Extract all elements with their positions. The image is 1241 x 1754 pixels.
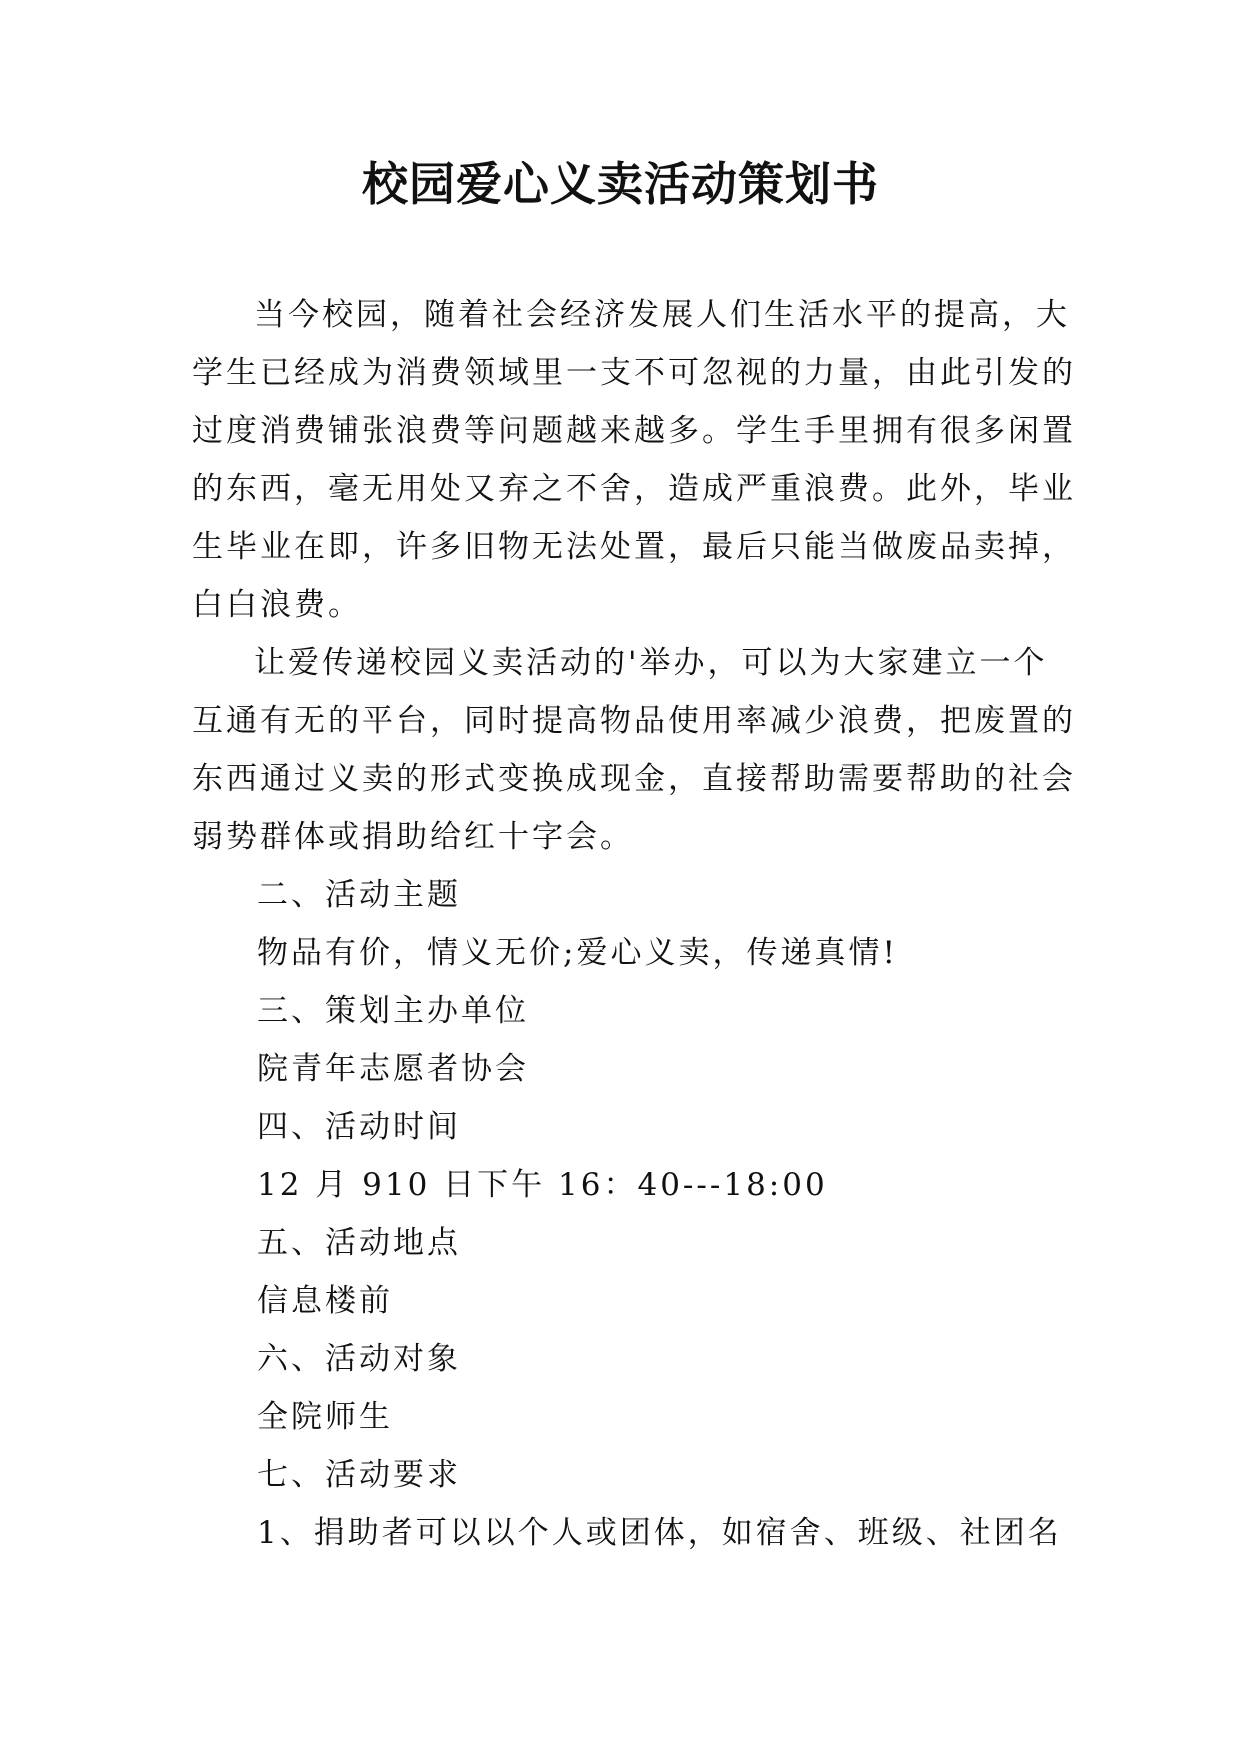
section-text-theme: 物品有价，情义无价;爱心义卖，传递真情! bbox=[257, 935, 898, 971]
text-line: 互通有无的平台，同时提高物品使用率减少浪费，把废置的 bbox=[192, 703, 1076, 739]
requirement-item-1: 1、捐助者可以以个人或团体，如宿舍、班级、社团名 bbox=[257, 1515, 1062, 1551]
section-heading-theme: 二、活动主题 bbox=[257, 877, 461, 913]
text-line: 生毕业在即，许多旧物无法处置，最后只能当做废品卖掉， bbox=[192, 529, 1076, 565]
text-line: 让爱传递校园义卖活动的'举办，可以为大家建立一个 bbox=[254, 645, 1048, 681]
document-body bbox=[192, 286, 1076, 1562]
section-text-audience: 全院师生 bbox=[257, 1399, 393, 1435]
intro-paragraph bbox=[192, 286, 1076, 634]
section-heading-location: 五、活动地点 bbox=[257, 1225, 461, 1261]
section-heading-audience: 六、活动对象 bbox=[257, 1341, 461, 1377]
section-text-time: 12 月 910 日下午 16：40---18:00 bbox=[257, 1167, 828, 1203]
text-line: 的东西，毫无用处又弃之不舍，造成严重浪费。此外，毕业 bbox=[192, 471, 1076, 507]
text-line: 东西通过义卖的形式变换成现金，直接帮助需要帮助的社会 bbox=[192, 761, 1076, 797]
section-heading-organizer: 三、策划主办单位 bbox=[257, 993, 529, 1029]
text-line: 白白浪费。 bbox=[192, 587, 362, 623]
document-title: 校园爱心义卖活动策划书 bbox=[362, 157, 879, 211]
purpose-paragraph bbox=[192, 634, 1076, 866]
section-text-organizer: 院青年志愿者协会 bbox=[257, 1051, 529, 1087]
text-line: 弱势群体或捐助给红十字会。 bbox=[192, 819, 634, 855]
text-line: 当今校园，随着社会经济发展人们生活水平的提高，大 bbox=[254, 297, 1070, 333]
section-heading-requirements: 七、活动要求 bbox=[257, 1457, 461, 1493]
section-heading-time: 四、活动时间 bbox=[257, 1109, 461, 1145]
text-line: 学生已经成为消费领域里一支不可忽视的力量，由此引发的 bbox=[192, 355, 1076, 391]
section-text-location: 信息楼前 bbox=[257, 1283, 393, 1319]
text-line: 过度消费铺张浪费等问题越来越多。学生手里拥有很多闲置 bbox=[192, 413, 1076, 449]
